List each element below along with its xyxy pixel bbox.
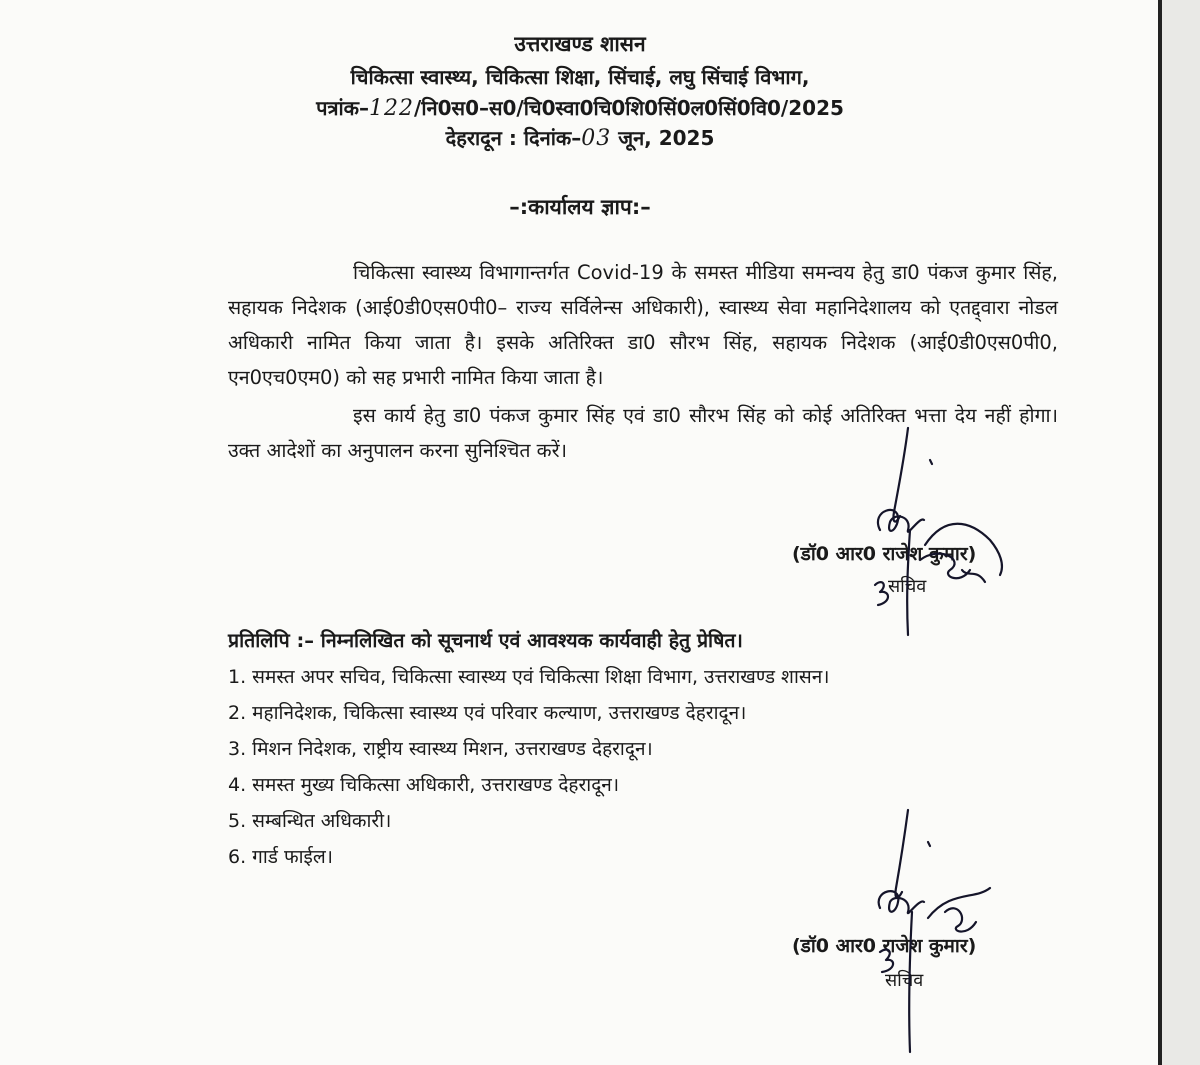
letter-date-prefix: देहरादून : दिनांक– xyxy=(445,126,582,150)
letter-number-prefix: पत्रांक– xyxy=(316,96,370,120)
list-item: 2. महानिदेशक, चिकित्सा स्वास्थ्य एवं परिवार कल्याण, उत्तराखण्ड देहरादून। xyxy=(228,702,747,724)
letter-date-suffix: जून, 2025 xyxy=(611,126,715,150)
handwritten-signature-2 xyxy=(850,800,1020,1060)
letter-number-handwritten: 122 xyxy=(369,96,415,121)
signatory-title-1: सचिव xyxy=(888,576,927,597)
signatory-title-2: सचिव xyxy=(885,970,924,991)
body-paragraph-1 xyxy=(228,255,1058,395)
body-paragraph-1-text: चिकित्सा स्वास्थ्य विभागान्तर्गत Covid-19 के समस्त मीडिया समन्वय हेतु डा0 पंकज कुमार सिंह, सहायक निदेशक (आई0डी0एस0पी0– राज्य सर्विलेन्स अधिकारी), स्वास्थ्य सेवा महानिदेशालय को एतद्द्वारा नोडल अधिकारी नामित किया जाता है। इसके अतिरिक्त डा0 सौरभ सिंह, सहायक निदेशक (आई0डी0एस0पी0, एन0एच0एम0) को सह प्रभारी नामित किया जाता है। xyxy=(228,261,1058,389)
government-heading: उत्तराखण्ड शासन xyxy=(514,32,646,56)
list-item: 3. मिशन निदेशक, राष्ट्रीय स्वास्थ्य मिशन, उत्तराखण्ड देहरादून। xyxy=(228,738,653,760)
list-item: 5. सम्बन्धित अधिकारी। xyxy=(228,810,392,832)
signatory-name-2: (डॉ0 आर0 राजेश कुमार) xyxy=(792,935,977,957)
letter-date xyxy=(0,124,1160,151)
memo-title: –:कार्यालय ज्ञाप:– xyxy=(509,195,651,219)
list-item: 6. गार्ड फाईल। xyxy=(228,846,333,868)
handwritten-signature-1 xyxy=(850,420,1020,650)
page-edge-background xyxy=(1162,0,1200,1065)
letter-number-suffix: /नि0स0–स0/चि0स्वा0चि0शि0सिं0ल0सिं0वि0/2025 xyxy=(414,96,844,120)
list-item: 1. समस्त अपर सचिव, चिकित्सा स्वास्थ्य एवं चिकित्सा शिक्षा विभाग, उत्तराखण्ड शासन। xyxy=(228,666,830,688)
page-edge-line xyxy=(1158,0,1162,1065)
department-heading: चिकित्सा स्वास्थ्य, चिकित्सा शिक्षा, सिंचाई, लघु सिंचाई विभाग, xyxy=(350,65,810,89)
copy-to-list xyxy=(228,661,830,877)
letter-number xyxy=(0,94,1160,121)
letter-date-handwritten: 03 xyxy=(581,126,612,151)
body-paragraph-2-text: इस कार्य हेतु डा0 पंकज कुमार सिंह एवं डा0 सौरभ सिंह को कोई अतिरिक्त भत्ता देय नहीं होगा। उक्त आदेशों का अनुपालन करना सुनिश्चित करें। xyxy=(228,404,1058,462)
signatory-name-1: (डॉ0 आर0 राजेश कुमार) xyxy=(792,543,977,565)
list-item: 4. समस्त मुख्य चिकित्सा अधिकारी, उत्तराखण्ड देहरादून। xyxy=(228,774,620,796)
copy-to-heading: प्रतिलिपि :– निम्नलिखित को सूचनार्थ एवं आवश्यक कार्यवाही हेतु प्रेषित। xyxy=(228,629,743,652)
